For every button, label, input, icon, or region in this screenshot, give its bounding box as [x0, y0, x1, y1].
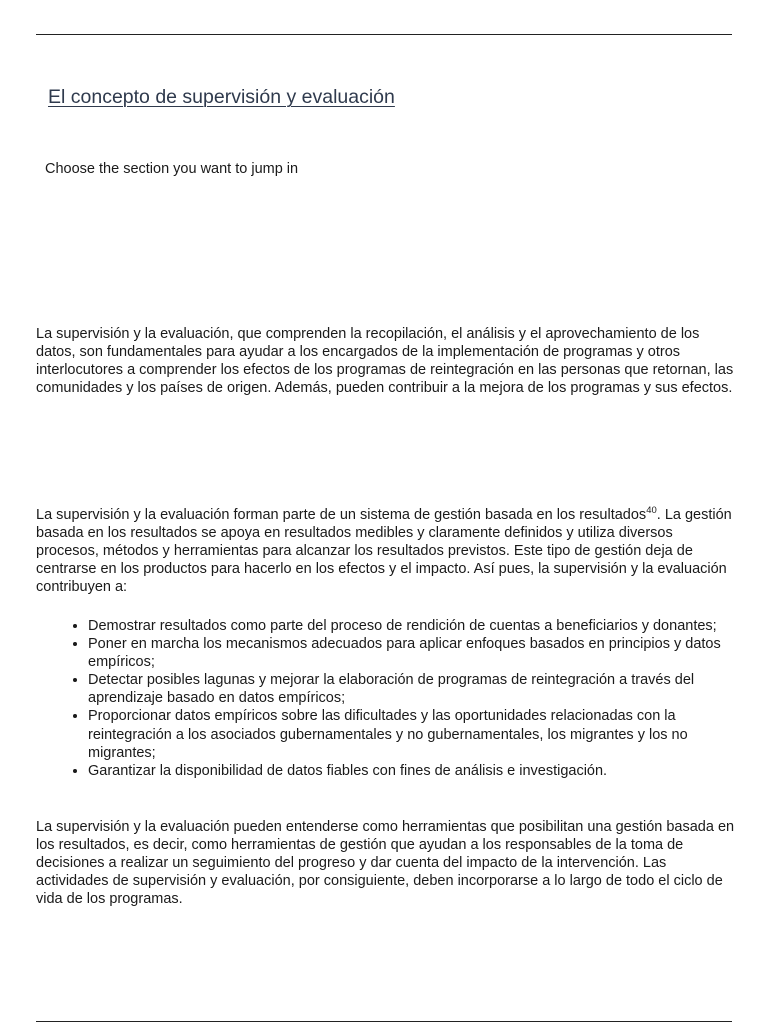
- intro-paragraph: La supervisión y la evaluación, que comprenden la recopilación, el análisis y el aprovechamiento de los datos, son fundamentales para ayudar a los encargados de la implementación de programas y otros interlocutores a comprender los efectos de los programas de reintegración en las personas que retornan, las comunidades y los países de origen. Además, pueden contribuir a la mejora de los programas y sus efectos.: [36, 326, 734, 397]
- results-management-text: La supervisión y la evaluación forman parte de un sistema de gestión basada en los resultados: [36, 507, 647, 523]
- list-item: • Poner en marcha los mecanismos adecuados para aplicar enfoques basados en principios y datos empíricos;: [88, 635, 736, 671]
- section-jump-label: Choose the section you want to jump in: [45, 161, 299, 177]
- top-divider: [36, 34, 732, 35]
- contributions-list: [36, 617, 736, 780]
- results-management-text-cont: . La gestión basada en los resultados se apoya en resultados medibles y claramente definidos y utiliza diversos procesos, métodos y herramientas para alcanzar los resultados previstos. Este tipo de gestión deja de centrarse en los productos para hacerlo en los efectos y el impacto. Así pues, la supervisión y la evaluación contribuyen a:: [36, 507, 732, 596]
- closing-paragraph: La supervisión y la evaluación pueden entenderse como herramientas que posibilitan una gestión basada en los resultados, es decir, como herramientas de gestión que ayudan a los responsables de la toma de decisiones a realizar un seguimiento del progreso y dar cuenta del impacto de la intervención. Las actividades de supervisión y evaluación, por consiguiente, deben incorporarse a lo largo de todo el ciclo de vida de los programas.: [36, 819, 735, 908]
- results-management-paragraph: [36, 506, 736, 596]
- list-item: • Garantizar la disponibilidad de datos fiables con fines de análisis e investigación.: [88, 762, 736, 780]
- bottom-divider: [36, 1021, 732, 1022]
- list-item: • Demostrar resultados como parte del proceso de rendición de cuentas a beneficiarios y donantes;: [88, 617, 736, 635]
- list-item: • Proporcionar datos empíricos sobre las dificultades y las oportunidades relacionadas con la reintegración a los asociados gubernamentales y no gubernamentales, los migrantes y los no migrantes;: [88, 707, 736, 761]
- page-title[interactable]: El concepto de supervisión y evaluación: [48, 86, 395, 108]
- footnote-reference[interactable]: 40: [646, 505, 657, 517]
- list-item: • Detectar posibles lagunas y mejorar la elaboración de programas de reintegración a través del aprendizaje basado en datos empíricos;: [88, 671, 736, 707]
